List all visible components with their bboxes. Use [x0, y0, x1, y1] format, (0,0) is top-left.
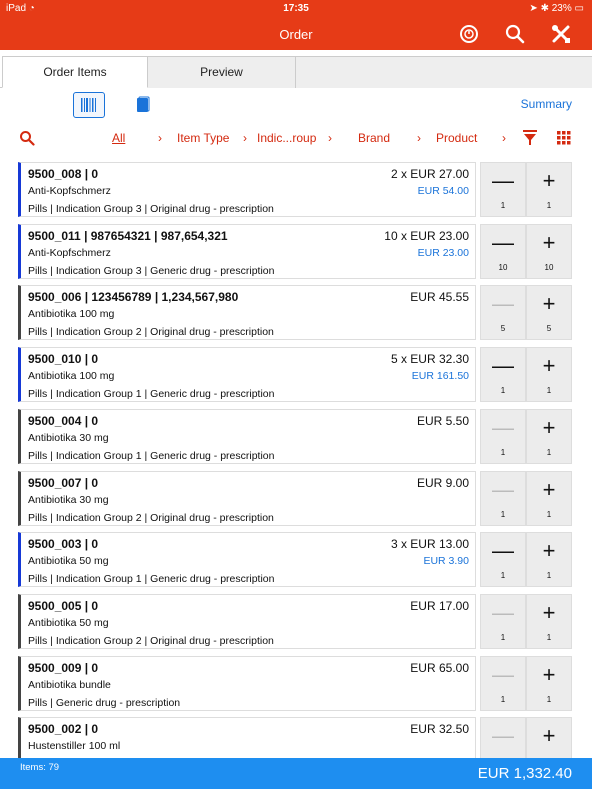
decrement-button[interactable] [480, 224, 526, 279]
minus-icon: — [492, 353, 514, 378]
order-item-card[interactable] [18, 285, 476, 340]
order-item-row [18, 224, 574, 279]
item-total: EUR 23.00 [417, 247, 469, 259]
order-item-row [18, 471, 574, 526]
item-description: Pills | Indication Group 1 | Generic drug - prescription [28, 573, 275, 585]
item-code: 9500_007 | 0 [28, 476, 99, 490]
item-name: Antibiotika 50 mg [28, 555, 109, 567]
order-item-row [18, 285, 574, 340]
item-total: EUR 161.50 [411, 370, 469, 382]
tools-button[interactable] [550, 23, 572, 45]
decrement-qty: 1 [500, 510, 506, 519]
item-name: Antibiotika 50 mg [28, 617, 109, 629]
decrement-button[interactable] [480, 471, 526, 526]
increment-qty: 1 [546, 695, 552, 704]
battery-percent: 23% [551, 3, 572, 14]
item-code: 9500_011 | 987654321 | 987,654,321 [28, 229, 228, 243]
bluetooth-icon: ✱ [540, 3, 549, 14]
item-name: Anti-Kopfschmerz [28, 185, 111, 197]
chevron-right-icon: › [502, 131, 506, 145]
decrement-button[interactable] [480, 285, 526, 340]
item-code: 9500_005 | 0 [28, 599, 99, 613]
chevron-right-icon: › [328, 131, 332, 145]
catalog-mode-button[interactable] [134, 95, 152, 115]
order-item-row [18, 656, 574, 711]
order-item-card[interactable] [18, 409, 476, 464]
search-button[interactable] [504, 23, 526, 45]
minus-icon: — [492, 291, 514, 316]
nav-bar [0, 18, 592, 50]
increment-button[interactable] [526, 285, 572, 340]
order-item-row [18, 162, 574, 217]
increment-qty: 1 [546, 386, 552, 395]
clock-icon [458, 23, 480, 45]
item-description: Pills | Indication Group 1 | Generic drug - prescription [28, 388, 275, 400]
increment-qty: 5 [546, 324, 552, 333]
barcode-mode-button[interactable] [73, 92, 105, 118]
order-item-card[interactable] [18, 532, 476, 587]
chevron-right-icon: › [243, 131, 247, 145]
increment-qty: 1 [546, 510, 552, 519]
item-price: 5 x EUR 32.30 [390, 352, 469, 366]
minus-icon: — [492, 230, 514, 255]
increment-qty: 1 [546, 571, 552, 580]
decrement-button[interactable] [480, 594, 526, 649]
item-price: EUR 32.50 [410, 722, 469, 736]
increment-button[interactable] [526, 532, 572, 587]
footer-bar [0, 758, 592, 789]
decrement-qty: 10 [498, 263, 508, 272]
plus-icon: + [542, 662, 556, 687]
increment-qty: 10 [544, 263, 554, 272]
page-title: Order [279, 27, 313, 42]
item-code: 9500_010 | 0 [28, 352, 99, 366]
order-item-card[interactable] [18, 471, 476, 526]
item-name: Antibiotika bundle [28, 679, 111, 691]
device-label: iPad ◔ [6, 3, 35, 14]
item-name: Antibiotika 30 mg [28, 494, 109, 506]
status-right [529, 3, 584, 14]
chevron-right-icon: › [417, 131, 421, 145]
minus-icon: — [492, 538, 514, 563]
item-total: EUR 54.00 [417, 185, 469, 197]
chevron-right-icon: › [158, 131, 162, 145]
item-name: Antibiotika 30 mg [28, 432, 109, 444]
battery-icon: ▭ [574, 3, 584, 14]
mode-row [0, 88, 592, 122]
increment-button[interactable] [526, 162, 572, 217]
tab-order-items[interactable]: Order Items [2, 56, 148, 88]
decrement-qty: 1 [500, 201, 506, 210]
decrement-qty: 5 [500, 324, 506, 333]
order-item-card[interactable] [18, 594, 476, 649]
search-icon [504, 23, 526, 45]
decrement-qty: 1 [500, 448, 506, 457]
item-price: 10 x EUR 23.00 [384, 229, 469, 243]
decrement-button[interactable] [480, 532, 526, 587]
order-item-row [18, 532, 574, 587]
plus-icon: + [542, 291, 556, 316]
filter-brand[interactable]: Brand [358, 131, 391, 145]
item-code: 9500_002 | 0 [28, 722, 99, 736]
location-icon: ➤ [529, 3, 538, 14]
plus-icon: + [542, 353, 556, 378]
status-time: 17:35 [283, 3, 309, 14]
item-description: Pills | Indication Group 2 | Original drug - prescription [28, 635, 274, 647]
decrement-qty: 1 [500, 386, 506, 395]
grid-view-icon[interactable] [557, 131, 571, 145]
increment-button[interactable] [526, 224, 572, 279]
tools-icon [550, 23, 572, 45]
increment-qty: 1 [546, 201, 552, 210]
item-name: Antibiotika 100 mg [28, 308, 115, 320]
decrement-qty: 1 [500, 571, 506, 580]
item-price: EUR 5.50 [416, 414, 469, 428]
minus-icon: — [492, 662, 514, 687]
plus-icon: + [542, 168, 556, 193]
minus-icon: — [492, 415, 514, 440]
item-name: Hustenstiller 100 ml [28, 740, 121, 752]
filter-row [0, 124, 592, 154]
grand-total: EUR 1,332.40 [477, 765, 572, 782]
item-description: Pills | Generic drug - prescription [28, 697, 181, 709]
item-price: EUR 45.55 [410, 290, 469, 304]
filter-indication-group[interactable]: Indic...roup [257, 131, 317, 145]
item-price: 3 x EUR 13.00 [390, 537, 469, 551]
decrement-qty: 1 [500, 695, 506, 704]
filter-all[interactable]: All [112, 131, 126, 145]
increment-button[interactable] [526, 409, 572, 464]
barcode-icon [74, 93, 104, 117]
decrement-button[interactable] [480, 162, 526, 217]
item-description: Pills | Indication Group 2 | Original drug - prescription [28, 512, 274, 524]
items-count: Items: 79 [20, 762, 60, 773]
plus-icon: + [542, 415, 556, 440]
minus-icon: — [492, 168, 514, 193]
tab-preview[interactable]: Preview [148, 56, 296, 88]
increment-qty: 1 [546, 633, 552, 642]
item-code: 9500_006 | 123456789 | 1,234,567,980 [28, 290, 239, 304]
minus-icon: — [492, 723, 514, 748]
increment-button[interactable] [526, 347, 572, 402]
summary-link[interactable]: Summary [520, 97, 572, 111]
item-description: Pills | Indication Group 3 | Generic drug - prescription [28, 265, 275, 277]
increment-button[interactable] [526, 656, 572, 711]
increment-button[interactable] [526, 594, 572, 649]
item-code: 9500_008 | 0 [28, 167, 99, 181]
clock-button[interactable] [458, 23, 480, 45]
item-price: EUR 9.00 [416, 476, 469, 490]
wifi-icon: ◔ [28, 3, 35, 14]
status-bar [0, 0, 592, 18]
decrement-button[interactable] [480, 409, 526, 464]
item-total: EUR 3.90 [423, 555, 469, 567]
filter-item-type[interactable]: Item Type [177, 131, 230, 145]
plus-icon: + [542, 477, 556, 502]
item-price: EUR 17.00 [410, 599, 469, 613]
filter-search-icon[interactable] [19, 130, 35, 146]
decrement-qty: 1 [500, 633, 506, 642]
plus-icon: + [542, 538, 556, 563]
order-item-card[interactable] [18, 224, 476, 279]
tab-bar-fill [296, 56, 592, 88]
plus-icon: + [542, 723, 556, 748]
item-price: 2 x EUR 27.00 [390, 167, 469, 181]
plus-icon: + [542, 600, 556, 625]
order-item-card[interactable] [18, 347, 476, 402]
order-item-row [18, 347, 574, 402]
item-code: 9500_009 | 0 [28, 661, 99, 675]
plus-icon: + [542, 230, 556, 255]
item-description: Pills | Indication Group 3 | Original drug - prescription [28, 203, 274, 215]
item-code: 9500_003 | 0 [28, 537, 99, 551]
item-name: Antibiotika 100 mg [28, 370, 115, 382]
decrement-button[interactable] [480, 347, 526, 402]
tab-bar [0, 52, 592, 88]
book-icon [134, 95, 152, 115]
minus-icon: — [492, 600, 514, 625]
item-code: 9500_004 | 0 [28, 414, 99, 428]
item-description: Pills | Indication Group 2 | Original drug - prescription [28, 326, 274, 338]
increment-button[interactable] [526, 471, 572, 526]
order-item-row [18, 594, 574, 649]
increment-qty: 1 [546, 448, 552, 457]
order-item-card[interactable] [18, 656, 476, 711]
decrement-button[interactable] [480, 656, 526, 711]
item-name: Anti-Kopfschmerz [28, 247, 111, 259]
item-price: EUR 65.00 [410, 661, 469, 675]
minus-icon: — [492, 477, 514, 502]
order-item-card[interactable] [18, 162, 476, 217]
order-item-row [18, 409, 574, 464]
funnel-icon[interactable] [522, 129, 538, 147]
item-description: Pills | Indication Group 1 | Generic drug - prescription [28, 450, 275, 462]
filter-product[interactable]: Product [436, 131, 478, 145]
